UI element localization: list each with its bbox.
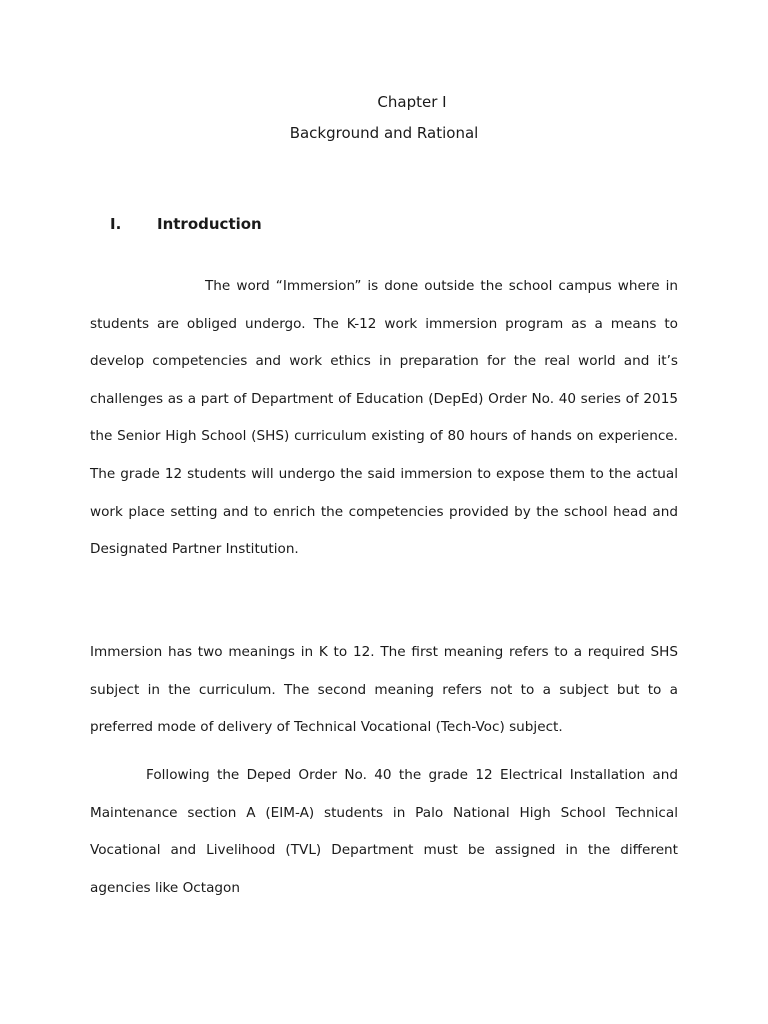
paragraph-introduction: The word “Immersion” is done outside the school campus where in students are obliged undergo. The K-12 work immersion program as a means to develop competencies and work ethics in preparation for the real world and it’s challenges as a part of Department of Education (DepEd) Order No. 40 series of 2015 the Senior High School (SHS) curriculum existing of 80 hours of hands on experience. The grade 12 students will undergo the said immersion to expose them to the actual work place setting and to enrich the competencies provided by the school head and Designated Partner Institution. bbox=[90, 278, 678, 558]
section-numeral: I. bbox=[110, 215, 122, 233]
section-heading bbox=[110, 213, 262, 235]
chapter-title: Chapter I bbox=[377, 93, 447, 111]
paragraph-immersion-meanings: Immersion has two meanings in K to 12. The first meaning refers to a required SHS subject in the curriculum. The second meaning refers not to a subject but to a preferred mode of delivery of Technical Vocational (Tech-Voc) subject. bbox=[90, 644, 678, 736]
section-heading-text: Introduction bbox=[157, 215, 262, 233]
chapter-subtitle: Background and Rational bbox=[289, 124, 479, 142]
paragraph-deped-order: Following the Deped Order No. 40 the grade 12 Electrical Installation and Maintenance section A (EIM-A) students in Palo National High School Technical Vocational and Livelihood (TVL) Department must be assigned in the different agencies like Octagon bbox=[90, 767, 678, 896]
